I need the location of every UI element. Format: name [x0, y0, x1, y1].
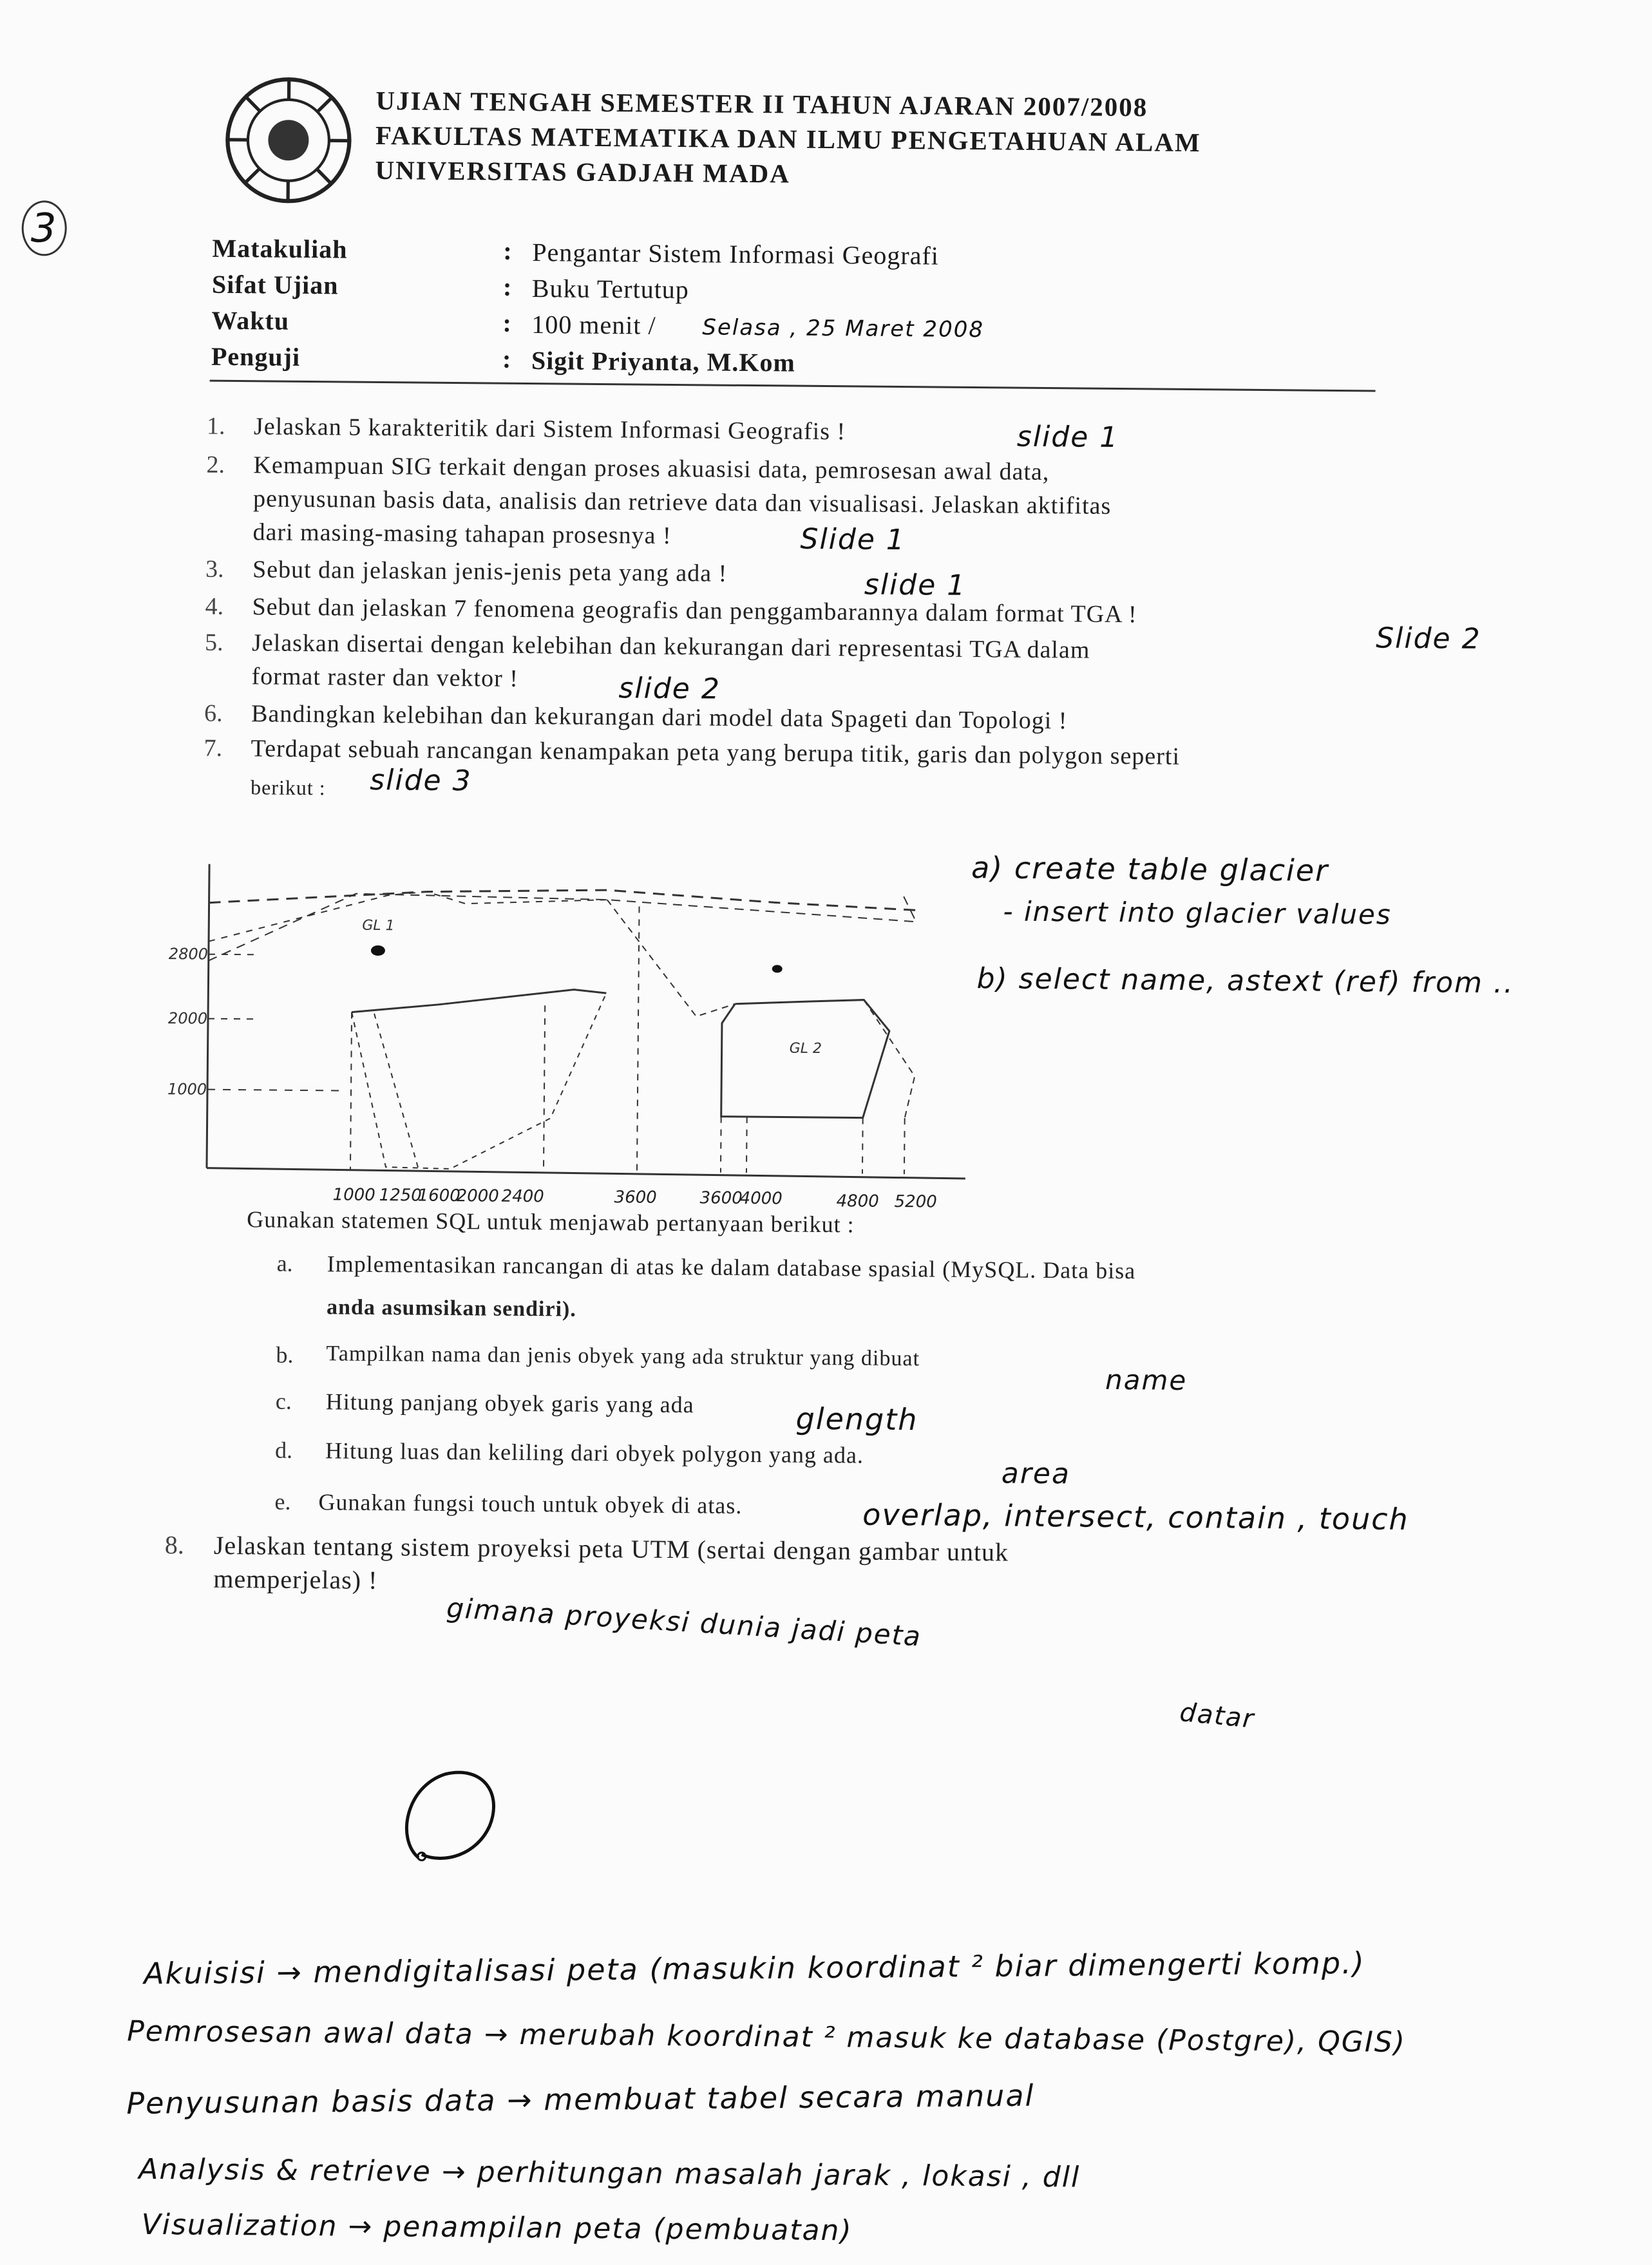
x-axis-label: 4000 — [739, 1189, 782, 1209]
sub-label: e. — [274, 1488, 290, 1515]
question-number: 4. — [205, 592, 223, 621]
handwritten-note: datar — [1179, 1698, 1256, 1734]
handwritten-note: area — [1002, 1457, 1071, 1490]
header-line-2: FAKULTAS MATEMATIKA DAN ILMU PENGETAHUAN ALAM — [375, 120, 1201, 158]
handwritten-answers — [10, 0, 1652, 7]
x-axis-label: 1600 — [417, 1186, 460, 1206]
question-text: memperjelas) ! — [213, 1564, 377, 1595]
info-label: Penguji — [211, 341, 301, 372]
question-text: format raster dan vektor ! — [251, 662, 518, 693]
x-axis-label: 1000 — [332, 1185, 375, 1205]
sketch-ellipse-drawing — [392, 1761, 509, 1872]
handwritten-side-note: - insert into glacier values — [1003, 895, 1392, 930]
handwritten-note: slide 3 — [370, 764, 472, 797]
q7-subquestions — [10, 0, 1652, 7]
page-number-mark: 3 — [21, 200, 67, 256]
handwritten-date: Selasa , 25 Maret 2008 — [702, 314, 984, 343]
sub-text: anda asumsikan sendiri). — [327, 1295, 576, 1322]
q7-instruction: Gunakan statemen SQL untuk menjawab pertanyaan berikut : — [247, 1206, 855, 1238]
question-text: Jelaskan 5 karakteritik dari Sistem Informasi Geografis ! — [254, 412, 846, 446]
question-number: 2. — [206, 451, 225, 479]
x-axis-label: 5200 — [894, 1192, 936, 1212]
sub-text: Hitung luas dan keliling dari obyek polygon yang ada. — [325, 1437, 864, 1468]
question-text: Kemampuan SIG terkait dengan proses akuasisi data, pemrosesan awal data, — [253, 451, 1049, 486]
info-label: Waktu — [211, 305, 289, 336]
question-text: Terdapat sebuah rancangan kenampakan peta yang berupa titik, garis dan polygon seperti — [251, 734, 1180, 771]
question-number: 5. — [205, 629, 223, 657]
question-text: Sebut dan jelaskan jenis-jenis peta yang ada ! — [252, 555, 728, 587]
sub-text: Hitung panjang obyek garis yang ada — [326, 1388, 694, 1418]
question-text: Jelaskan tentang sistem proyeksi peta UTM (sertai dengan gambar untuk — [214, 1530, 1009, 1568]
header-line-3: UNIVERSITAS GADJAH MADA — [375, 155, 790, 189]
handwritten-answer-line: Visualization → penampilan peta (pembuatan) — [141, 2208, 852, 2248]
map-diagram — [192, 851, 994, 1219]
question-number: 1. — [207, 412, 225, 441]
info-value: Sigit Priyanta, M.Kom — [531, 345, 795, 378]
question-text: penyusunan basis data, analisis dan retrieve data dan visualisasi. Jelaskan aktifitas — [253, 484, 1112, 520]
sub-label: b. — [276, 1341, 293, 1369]
region-label: GL 1 — [362, 918, 395, 934]
handwritten-note: slide 2 — [618, 672, 721, 705]
handwritten-note: Slide 1 — [800, 523, 906, 556]
info-label: Matakuliah — [212, 233, 347, 265]
question-text: Sebut dan jelaskan 7 fenomena geografis dan penggambarannya dalam format TGA ! — [252, 592, 1137, 629]
question-text: dari masing-masing tahapan prosesnya ! — [252, 518, 671, 550]
handwritten-note: glength — [795, 1401, 918, 1437]
handwritten-note: Slide 2 — [1376, 621, 1481, 655]
sub-label: d. — [275, 1437, 292, 1464]
sub-label: a. — [277, 1250, 293, 1277]
x-axis-label: 3600 — [614, 1188, 656, 1208]
handwritten-note: slide 1 — [1017, 421, 1119, 454]
x-axis-label: 2400 — [501, 1187, 544, 1207]
point-feature — [371, 945, 385, 956]
handwritten-side-note: b) select name, astext (ref) from .. — [976, 962, 1514, 1000]
divider-line — [210, 380, 1376, 392]
exam-info: Matakuliah : Pengantar Sistem Informasi Geografi Sifat Ujian : Buku Tertutup Waktu : 100 menit / Selasa , 25 Maret 2008 Penguji : Sigit Priyanta, M.Kom — [10, 0, 1652, 7]
header-line-1: UJIAN TENGAH SEMESTER II TAHUN AJARAN 2007/2008 — [375, 85, 1148, 122]
question-number: 8. — [165, 1530, 184, 1560]
y-axis-label: 2800 — [169, 945, 208, 963]
handwritten-note: slide 1 — [864, 569, 967, 602]
handwritten-answer-line: Penyusunan basis data → membuat tabel secara manual — [126, 2078, 1034, 2121]
handwritten-answer-line: Akuisisi → mendigitalisasi peta (masukin koordinat ² biar dimengerti komp.) — [144, 1946, 1365, 1991]
university-seal-icon — [220, 72, 357, 209]
question-text: Bandingkan kelebihan dan kekurangan dari model data Spageti dan Topologi ! — [251, 699, 1068, 735]
info-value: Buku Tertutup — [532, 273, 689, 305]
question-number: 7. — [204, 734, 222, 763]
sub-text: Tampilkan nama dan jenis obyek yang ada struktur yang dibuat — [326, 1341, 920, 1371]
x-axis-label: 3600 — [699, 1188, 742, 1208]
handwritten-note: name — [1105, 1364, 1188, 1396]
x-axis-label: 2000 — [456, 1186, 498, 1206]
info-value: Pengantar Sistem Informasi Geografi — [532, 237, 939, 271]
question-text: berikut : — [251, 775, 326, 800]
y-axis-label: 2000 — [168, 1009, 207, 1028]
y-axis-label: 1000 — [167, 1080, 207, 1099]
handwritten-note: overlap, intersect, contain , touch — [862, 1497, 1409, 1537]
question-number: 6. — [204, 699, 223, 728]
info-label: Sifat Ujian — [212, 269, 339, 301]
sub-label: c. — [276, 1388, 292, 1415]
handwritten-answer-line: Analysis & retrieve → perhitungan masalah jarak , lokasi , dll — [138, 2153, 1080, 2194]
info-value: 100 menit / — [531, 309, 656, 341]
handwritten-answer-line: Pemrosesan awal data → merubah koordinat ² masuk ke database (Postgre), QGIS) — [127, 2015, 1406, 2059]
x-axis-label: 1250 — [379, 1186, 421, 1206]
question-text: Jelaskan disertai dengan kelebihan dan kekurangan dari representasi TGA dalam — [252, 629, 1090, 664]
sub-text: Implementasikan rancangan di atas ke dalam database spasial (MySQL. Data bisa — [327, 1250, 1135, 1284]
handwritten-note: gimana proyeksi dunia jadi peta — [446, 1592, 922, 1653]
x-axis-label: 4800 — [836, 1191, 878, 1211]
handwritten-side-note: a) create table glacier — [971, 850, 1329, 888]
question-list — [10, 0, 1652, 7]
sub-text: Gunakan fungsi touch untuk obyek di atas. — [318, 1488, 742, 1519]
point-feature — [772, 965, 783, 972]
question-number: 3. — [205, 555, 224, 583]
region-label: GL 2 — [790, 1041, 822, 1057]
